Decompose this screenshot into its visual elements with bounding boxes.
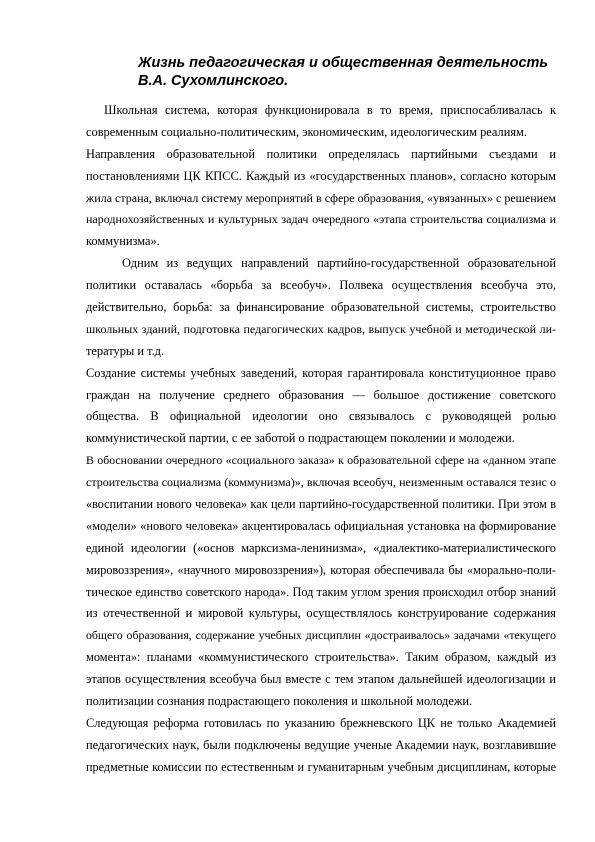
text-line: Создание системы учебных заведений, которая гарантировала конституционное право xyxy=(86,365,556,380)
text-line: строительства социализма (коммунизма)», включая всеобуч, неизменным оставался тезис о xyxy=(86,475,556,490)
text-line: «воспитании нового человека» как цели партийно-государственной политики. При этом в xyxy=(86,497,556,512)
text-line: предметные комиссии по естественным и гуманитарным учебным дисциплинам, которые xyxy=(86,759,556,774)
title-line: В.А. Сухомлинского. xyxy=(138,73,289,89)
text-line: Школьная система, которая функционировала в то время, приспосабливалась к xyxy=(104,103,556,117)
text-line: действительно, борьба: за финансирование образовательной системы, строительство xyxy=(86,300,556,315)
text-line: момента»: планами «коммунистического строительства». Таким образом, каждый из xyxy=(86,650,556,665)
page-title xyxy=(138,54,558,90)
paragraph xyxy=(86,363,556,451)
text-line: постановлениями ЦК КПСС. Каждый из «государственных планов», согласно которым xyxy=(86,168,556,183)
text-line: жила страна, включал систему мероприятий в сфере образования, «увязанных» с решением xyxy=(86,190,556,205)
paragraph xyxy=(86,450,556,713)
text-line: мировоззрения», «научного мировоззрения»), которая обеспечивала бы «морально-поли- xyxy=(86,562,556,577)
body-text xyxy=(86,100,556,779)
paragraph xyxy=(86,713,556,779)
text-line: Направления образовательной политики определялась партийными съездами и xyxy=(86,146,556,161)
text-line: общества. В официальной идеологии оно связывалось с руководящей ролью xyxy=(86,409,556,424)
text-line: «модели» «нового человека» акцентировалась официальная установка на формирование xyxy=(86,518,556,533)
paragraph xyxy=(86,100,556,144)
text-line: Следующая реформа готовилась по указанию брежневского ЦК не только Академией xyxy=(86,715,556,730)
paragraph xyxy=(86,144,556,253)
text-line: единой идеологии («основ марксизма-ленинизма», «диалектико-материалистического xyxy=(86,540,556,555)
text-line: тическое единство советского народа». Под таким углом зрения происходил отбор знаний xyxy=(86,584,556,599)
text-line: школьных зданий, подготовка педагогических кадров, выпуск учебной и методической ли- xyxy=(86,321,556,336)
text-line: народнохозяйственных и культурных задач очередного «этапа строительства социализма и xyxy=(86,212,556,227)
paragraph xyxy=(86,253,556,362)
text-line: Одним из ведущих направлений партийно-государственной образовательной xyxy=(122,256,556,271)
text-line: из отечественной и мировой культуры, осуществлялось конструирование содержания xyxy=(86,606,556,621)
text-line: педагогических наук, были подключены ведущие ученые Академии наук, возглавившие xyxy=(86,737,556,752)
text-line: политизации сознания подрастающего поколения и школьной молодежи. xyxy=(86,694,473,709)
text-line: В обосновании очередного «социального заказа» к образовательной сфере на «данном этапе xyxy=(86,453,556,468)
title-line: Жизнь педагогическая и общественная деятельность xyxy=(138,55,549,71)
text-line: коммунизма». xyxy=(86,234,160,249)
text-line: коммунистической партии, с ее заботой о подрастающем поколении и молодежи. xyxy=(86,431,515,446)
text-line: граждан на получение среднего образования — большое достижение советского xyxy=(86,387,556,402)
text-line: политики оставалась «борьба за всеобуч». Полвека осуществления всеобуча это, xyxy=(86,278,556,293)
text-line: общего образования, содержание учебных дисциплин «достраивалось» задачами «текущего xyxy=(86,628,556,643)
text-line: этапов осуществления всеобуча был вместе с тем этапом дальнейшей идеологизации и xyxy=(86,672,556,687)
text-line: тературы и т.д. xyxy=(86,343,165,358)
text-line: современным социально-политическим, экономическим, идеологическим реалиям. xyxy=(86,124,527,139)
